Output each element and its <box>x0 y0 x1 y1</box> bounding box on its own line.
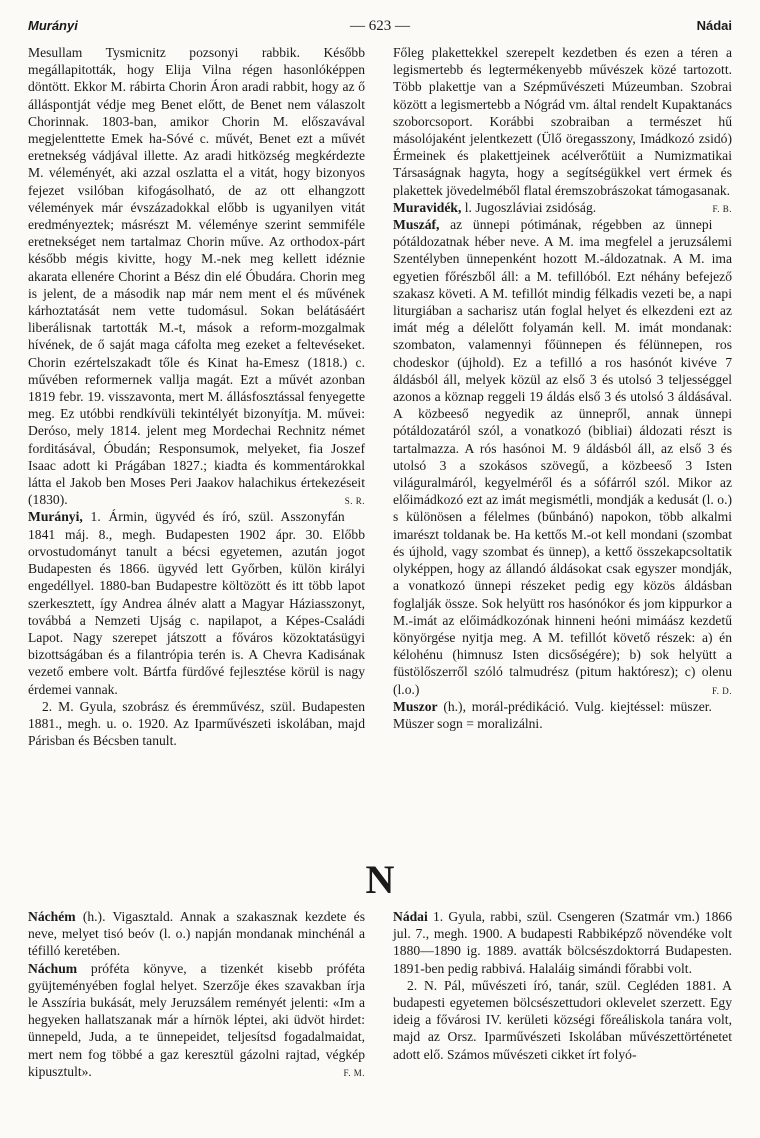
author-signature: F. B. <box>712 203 732 214</box>
entry-paragraph <box>393 199 732 216</box>
entry-paragraph <box>28 508 365 697</box>
entry-paragraph <box>393 908 732 977</box>
entry-text: l. Jugoszláviai zsidóság. <box>461 199 597 215</box>
entry-text: Főleg plakettekkel szerepelt kezdetben és ezen a téren a legismertebb és legtermékenyebb művészek közé tartozott. Több plakettje van a Szépművészeti Múzeumban. Szobrai között a legismertebb a Nógrád vm. által rendelt Kupaktanács szoborcsoport. Korábbi szobraiban a természet hű másolójaként jelentkezett (Ülő öregasszony, Imádkozó zsidó) Érmeinek és plakettjeinek acélverőtüit a Numizmatikai Társaságnak hagyta, hogy a segítségükkel vert érmek és plakettek jövedelméből flatal éremszobrászokat támogasanak. <box>393 45 732 198</box>
entry-paragraph <box>393 216 732 698</box>
bottom-right-column <box>393 908 732 1063</box>
entry-paragraph <box>393 698 732 732</box>
header-right-keyword: Nádai <box>696 18 732 33</box>
top-left-column <box>28 44 365 749</box>
page-header <box>28 18 732 38</box>
entry-paragraph <box>28 44 365 508</box>
entry-headword: Náchum <box>28 960 78 976</box>
section-letter: N <box>365 857 395 902</box>
bottom-left-column <box>28 908 365 1082</box>
entry-paragraph <box>28 960 365 1080</box>
author-signature: F. D. <box>711 685 732 696</box>
author-signature: F. M. <box>343 1067 365 1078</box>
entry-text: 1. Ármin, ügyvéd és író, szül. Asszonyfán 1841 máj. 8., megh. Budapesten 1902 ápr. 30. Előbb orvostudományt tanult a bécsi egyetemen, azután jogot Budapesten és 1866. ügyvéd lett Győrben, külön királyi engedéllyel. 1880-ban Budapestre költözött és itt több lapot szerkesztett, így Andrea álnév alatt a Magyar Háziasszonyt, továbbá a Nemzeti Ujság c. napilapot, a Képes-Családi Lapot. Nagy szerepet játszott a főváros közoktatásügyi bizottságában és a filantrópia terén is. A Chevra Kadisának vezető embere volt. Bártfa fürdővé fejlesztése körül is nagy érdemei vannak. <box>28 509 365 697</box>
entry-headword: Náchém <box>28 909 76 924</box>
entry-headword: Nádai <box>393 909 428 924</box>
entry-text: próféta könyve, a tizenkét kisebb próféta gyüjteményében foglal helyet. Szerzője ékes szavakban írja le Asszíria bukását, mely Jeruzsálem reményét jelenti: «Im a hegyeken hallatszanak már a hírnök léptei, aki üdvöt hirdet: ünnepeld, Juda, a te ünnepeidet, teljesítsd fogadalmaidat, mert nem fog többé a gaz keresztül gázolni rajtad, végkép kipusztult». <box>28 960 365 1079</box>
author-signature: S. R. <box>344 496 365 507</box>
entry-headword: Murányi, <box>28 509 83 525</box>
entry-text: (h.), morál-prédikáció. Vulg. kiejtéssel: müszer. Müszer sogn = moralizálni. <box>393 698 712 731</box>
entry-text: (h.). Vigasztald. Annak a szakasznak kezdete és neve, melyet tisó beóv (l. o.) napján mondanak minchénál a téfilló keretében. <box>28 909 365 959</box>
entry-headword: Muravidék, <box>393 199 462 215</box>
top-right-column <box>393 44 732 732</box>
entry-text: 2. M. Gyula, szobrász és éremművész, szül. Budapesten 1881., megh. u. o. 1920. Az Iparművészeti iskolában, majd Párisban és Bécsben tanult. <box>28 698 365 749</box>
entry-paragraph <box>28 698 365 750</box>
entry-headword: Muszor <box>393 698 438 714</box>
entry-text: 1. Gyula, rabbi, szül. Csengeren (Szatmár vm.) 1866 jul. 7., megh. 1900. A budapesti Rabbiképző növendéke volt 1880—1890 ig. 1889. avatták bölcsészdoktorrá Budapesten. 1891-ben pedig rabbivá. Halaláig simándi főrabbi volt. <box>393 909 732 976</box>
entry-text: 2. N. Pál, művészeti író, tanár, szül. Cegléden 1881. A budapesti egyetemen bölcsészettudori oklevelet szerzett. Egy ideig a fővárosi IV. kerületi községi főreáliskola tanára volt, majd az Orsz. Iparművészeti Iskolában művészettörténetet adott elő. Számos művészeti cikket írt folyó- <box>393 977 732 1062</box>
entry-headword: Muszáf, <box>393 217 440 233</box>
entry-text: az ünnepi pótimának, régebben az ünnepi pótáldozatnak héber neve. A M. ima megfelel a jeruzsálemi Szentélyben ünnepenként hozott M.-áldozatnak. A M. ima egyetien főrészből áll: a M. tefillóból. Ezt néhány befejező szakasz követi. A M. tefillót mindig félkadis vezeti be, a napi liturgiában a sacharisz után foglal helyet és elkezdeni ezt az imát még a délelőtt folyamán kell. M. imát mondanak: szombaton, valamennyi főünnepen és félünnepen, ros chodeskor (újhold). Ez a tefilló a ros hasónót kivéve 7 áldásból áll, melyek közül az első 3 és utolsó 3 teljességgel azonos a köznap reggeli 19 áldás első 3 és utolsó 3 áldásával. A közbeeső negyedik az ünnepről, annak ünnepi pótáldozatáról szól, a vonatkozó (bibliai) áldozati részt is tartalmazza. A rós hasónoi M. 9 áldásból áll, az első 3 és utolsó 3 a szokásos szövegű, a közbeeső 3 Isten világuralmáról, kegyelméről és a sófárról szól. Mikor az előimádkozó ezt az imát megismétli, mondják a kedusát (l. o.) s különösen a félelmes (bűnbánó) napokon, több alkalmi imarészt toldanak be. Ha kettős M.-ot kell mondani (szombat és újhold, vagy szombat és ünnep), a kettő összekapcsoltatik olyképpen, hogy az állandó áldásokat csak egyszer mondják, a vonatkozó ünnepi részeket pedig egy közös áldásban foglalják össze. Sok helyütt ros hasónókor és jom kippurkor a M.-imát az előimádkozónak hinneni heóni mimáász kezdetű könyörgése nyitja meg. A M. tefillót követő részek: a) én kélohénu (himnusz Isten dicsőségére); b) sok helyütt a füstölőszerről szóló talmudrész (pitum haktóresz); c) olenu (l.o.) <box>393 217 732 697</box>
header-left-keyword: Murányi <box>28 18 78 33</box>
entry-text: Mesullam Tysmicnitz pozsonyi rabbik. Később megállapitották, hogy Elija Vilna régen hasonlóképpen döntött. Ekkor M. rábirta Chorin Áron aradi rabbit, hogy az ő álláspontját védje meg Benet előtt, de Benet nem válaszolt Chorinnak. 1803-ban, amikor Chorin M. előszavával megjelenttette Emek ha-Sóvé c. művét, Benet ezt a művét eretnekség vádjával illette. Az aradi hitközség megkérdezte M. véleményét, aki azzal oszlatta el a vitát, hogy bizonyos fejezet vsilóban kifogásolható, de az ott elhangzott vélemények már évszázadokkal előbb is ugyanilyen vitát eredményeztek; másrészt M. véleménye szerint semmiféle eretnekséget nem tartalmaz Chorin műve. Az orthodox-párt később mégis kivitte, hogy M.-nek meg kellett idéznie akarata ellenére Chorint a Bész din elé Óbudára. Chorin meg is jelent, de a második nap már nem ment el és művének kárhoztatását nem vette tudomásul. Sokan belátásáért liberálisnak tartották M.-t, mások a reform-mozgalmak hívének, de ő saját maga cáfolta meg ezeket a feltevéseket. Chorin ezértelszakadt tőle és Kinat ha-Emesz (1818.) c. művében reformernek vallja magát. Ezt a művét azonban 1819 febr. 19. visszavonta, mert M. állásfosztással fenyegette meg. Ez utóbbi rendkívüli tekintélyét bizonyítja. M. művei: Deróso, mely 1814. jelent meg Mordechai Rechnitz német forditásával, Óbudán; Responsumok, melyeket, fia Joszef Isaac adott ki Prágában 1827.; kiadta és kommentárokkal látta el Jakob ben Moses Peri Jaakov halachikus értekezéseit (1830). <box>28 45 365 508</box>
page-number: — 623 — <box>350 18 410 34</box>
entry-paragraph <box>28 908 365 960</box>
entry-paragraph <box>393 977 732 1063</box>
